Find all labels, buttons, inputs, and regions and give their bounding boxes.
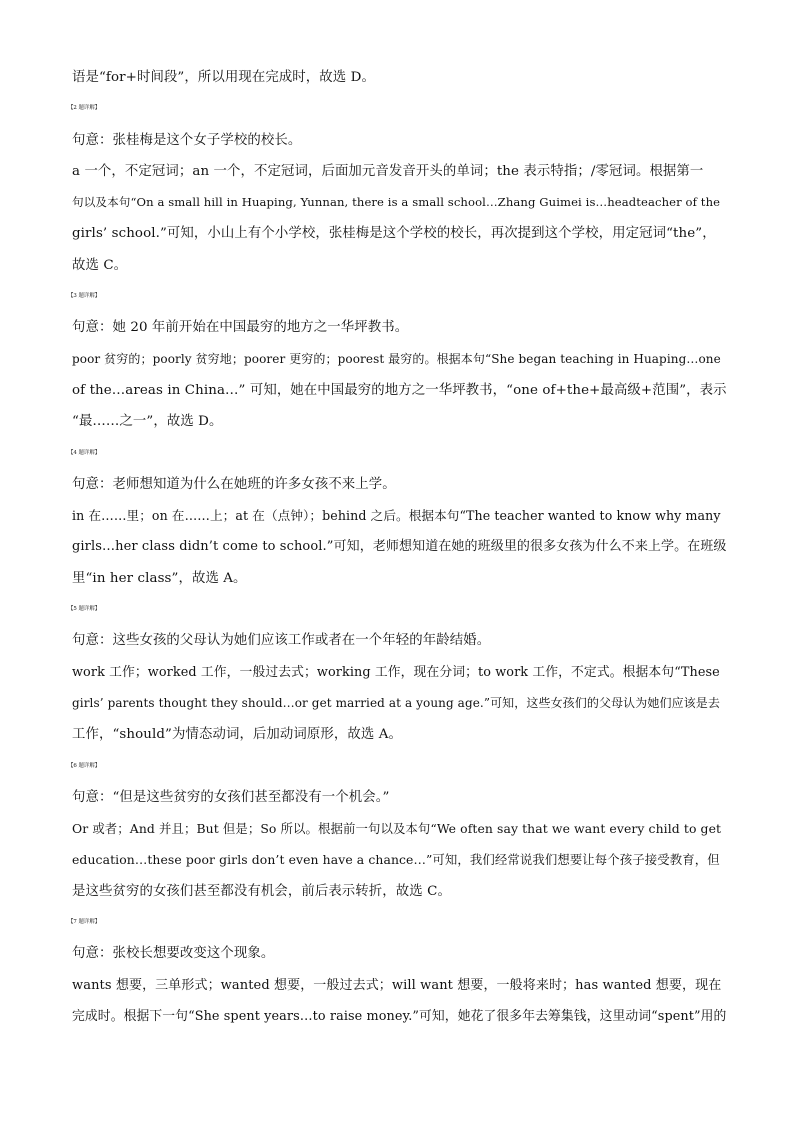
text-line: a 一个，不定冠词；an 一个，不定冠词，后面加元音发音开头的单词；the 表示特指；/零冠词。根据第一 [72, 163, 704, 179]
section-heading: 【6 题详解】 [68, 762, 101, 769]
text-line: 是这些贫穷的女孩们甚至都没有机会，前后表示转折，故选 C。 [72, 883, 451, 899]
text-line: 里“in her class”，故选 A。 [72, 570, 247, 586]
text-line: poor 贫穷的；poorly 贫穷地；poorer 更穷的；poorest 最穷的。根据本句“She began teaching in Huaping…one [72, 351, 721, 366]
text-line: 句意：张校长想要改变这个现象。 [72, 946, 275, 962]
text-line: 句以及本句“On a small hill in Huaping, Yunnan, there is a small school…Zhang Guimei is…headteacher of the [72, 195, 721, 210]
text-line: 句意：“但是这些贫穷的女孩们甚至都没有一个机会。” [72, 789, 390, 805]
text-line: Or 或者；And 并且；But 但是；So 所以。根据前一句以及本句“We often say that we want every child to get [72, 821, 722, 837]
section-heading: 【5 题详解】 [68, 606, 101, 613]
text-line: 完成时。根据下一句“She spent years…to raise money.”可知，她花了很多年去筹集钱，这里动词“spent”用的 [72, 1008, 727, 1024]
text-line: 句意：她 20 年前开始在中国最穷的地方之一华坪教书。 [72, 320, 409, 336]
document-page [68, 62, 727, 1032]
text-line: “最……之一”，故选 D。 [72, 414, 223, 430]
text-line: girls’ school.”可知，小山上有个小学校，张桂梅是这个学校的校长，再次提到这个学校，用定冠词“the”， [72, 226, 716, 242]
text-line: 句意：这些女孩的父母认为她们应该工作或者在一个年轻的年龄结婚。 [72, 633, 491, 649]
text-line: work 工作；worked 工作，一般过去式；working 工作，现在分词；to work 工作，不定式。根据本句“These [72, 664, 720, 680]
text-line: 故选 C。 [72, 257, 128, 273]
text-line: girls’ parents thought they should…or get married at a young age.”可知，这些女孩们的父母认为她们应该是去 [72, 695, 720, 710]
text-line: of the…areas in China…” 可知，她在中国最穷的地方之一华坪教书，“one of+the+最高级+范围”，表示 [72, 382, 727, 398]
section-heading: 【2 题详解】 [68, 105, 101, 112]
text-line: girls…her class didn’t come to school.”可知，老师想知道在她的班级里的很多女孩为什么不来上学。在班级 [72, 539, 727, 555]
section-heading: 【3 题详解】 [68, 293, 101, 300]
text-line: education…these poor girls don’t even have a chance…”可知，我们经常说我们想要让每个孩子接受教育，但 [72, 852, 720, 868]
text-line: in 在……里；on 在……上；at 在（点钟）；behind 之后。根据本句“The teacher wanted to know why many [72, 508, 721, 524]
text-line: 工作，“should”为情态动词，后加动词原形，故选 A。 [72, 727, 402, 743]
text-line: 语是“for+时间段”，所以用现在完成时，故选 D。 [72, 70, 375, 85]
text-line: 句意：张桂梅是这个女子学校的校长。 [72, 132, 302, 148]
section-heading: 【4 题详解】 [68, 449, 101, 456]
section-heading: 【7 题详解】 [68, 919, 101, 926]
text-line: 句意：老师想知道为什么在她班的许多女孩不来上学。 [72, 476, 396, 492]
text-line: wants 想要，三单形式；wanted 想要，一般过去式；will want 想要，一般将来时；has wanted 想要，现在 [72, 977, 722, 993]
